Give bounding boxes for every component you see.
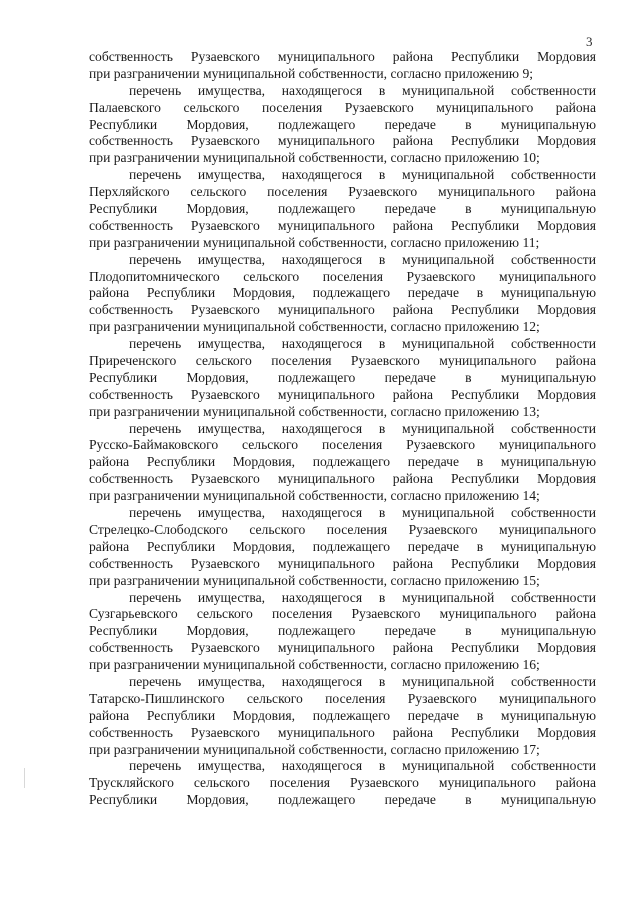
text-line: собственность Рузаевского муниципального района Республики Мордовия: [89, 49, 596, 64]
text-line: при разграничении муниципальной собственности, согласно приложению 10;: [89, 150, 540, 166]
paragraph-first-line: перечень имущества, находящегося в муниципальной собственности: [129, 420, 596, 436]
text-line: при разграничении муниципальной собственности, согласно приложению 17;: [89, 741, 540, 757]
text-line: собственность Рузаевского муниципального района Республики Мордовия: [89, 724, 596, 740]
text-line: собственность Рузаевского муниципального района Республики Мордовия: [89, 640, 596, 656]
text-line: Республики Мордовия, подлежащего передаче в муниципальную: [89, 369, 596, 385]
text-line: Плодопитомнического сельского поселения Рузаевского муниципального: [89, 268, 596, 284]
text-line: Стрелецко-Слободского сельского поселения Рузаевского муниципального: [89, 521, 596, 537]
text-line: при разграничении муниципальной собственности, согласно приложению 14;: [89, 488, 540, 504]
text-line: Палаевского сельского поселения Рузаевского муниципального района: [89, 99, 596, 115]
text-line: при разграничении муниципальной собственности, согласно приложению 16;: [89, 657, 540, 673]
paragraph-first-line: перечень имущества, находящегося в муниципальной собственности: [129, 167, 596, 183]
text-line: Республики Мордовия, подлежащего передаче в муниципальную: [89, 792, 596, 808]
text-line: Республики Мордовия, подлежащего передаче в муниципальную: [89, 623, 596, 639]
scan-margin-mark: [24, 768, 25, 788]
text-line: собственность Рузаевского муниципального района Республики Мордовия: [89, 386, 596, 402]
text-line: собственность Рузаевского муниципального района Республики Мордовия: [89, 302, 596, 318]
text-line: Республики Мордовия, подлежащего передаче в муниципальную: [89, 201, 596, 217]
text-line: собственность Рузаевского муниципального района Республики Мордовия: [89, 133, 596, 149]
text-line: Республики Мордовия, подлежащего передаче в муниципальную: [89, 116, 596, 132]
paragraph-first-line: перечень имущества, находящегося в муниципальной собственности: [129, 251, 596, 267]
text-line: района Республики Мордовия, подлежащего передаче в муниципальную: [89, 285, 596, 301]
text-line: Приреченского сельского поселения Рузаевского муниципального района: [89, 353, 596, 369]
text-line: при разграничении муниципальной собственности, согласно приложению 9;: [89, 65, 534, 81]
text-line: собственность Рузаевского муниципального района Республики Мордовия: [89, 471, 596, 487]
text-line: Перхляйского сельского поселения Рузаевского муниципального района: [89, 184, 596, 200]
paragraph-first-line: перечень имущества, находящегося в муниципальной собственности: [129, 505, 596, 521]
text-line: при разграничении муниципальной собственности, согласно приложению 13;: [89, 403, 540, 419]
document-body: [89, 49, 596, 809]
paragraph-first-line: перечень имущества, находящегося в муниципальной собственности: [129, 673, 596, 689]
text-line: района Республики Мордовия, подлежащего передаче в муниципальную: [89, 707, 596, 723]
paragraph-first-line: перечень имущества, находящегося в муниципальной собственности: [129, 336, 596, 352]
text-line: района Республики Мордовия, подлежащего передаче в муниципальную: [89, 538, 596, 554]
text-line: собственность Рузаевского муниципального района Республики Мордовия: [89, 217, 596, 233]
text-line: при разграничении муниципальной собственности, согласно приложению 12;: [89, 319, 540, 335]
text-line: района Республики Мордовия, подлежащего передаче в муниципальную: [89, 454, 596, 470]
text-line: Татарско-Пишлинского сельского поселения Рузаевского муниципального: [89, 690, 596, 706]
text-line: Русско-Баймаковского сельского поселения Рузаевского муниципального: [89, 437, 596, 453]
paragraph-first-line: перечень имущества, находящегося в муниципальной собственности: [129, 758, 596, 774]
text-line: собственность Рузаевского муниципального района Республики Мордовия: [89, 555, 596, 571]
text-line: при разграничении муниципальной собственности, согласно приложению 15;: [89, 572, 540, 588]
text-line: при разграничении муниципальной собственности, согласно приложению 11;: [89, 234, 540, 250]
text-line: Сузгарьевского сельского поселения Рузаевского муниципального района: [89, 606, 596, 622]
page-number: 3: [586, 34, 593, 49]
paragraph-first-line: перечень имущества, находящегося в муниципальной собственности: [129, 589, 596, 605]
text-line: Трускляйского сельского поселения Рузаевского муниципального района: [89, 775, 596, 791]
paragraph-first-line: перечень имущества, находящегося в муниципальной собственности: [129, 82, 596, 98]
